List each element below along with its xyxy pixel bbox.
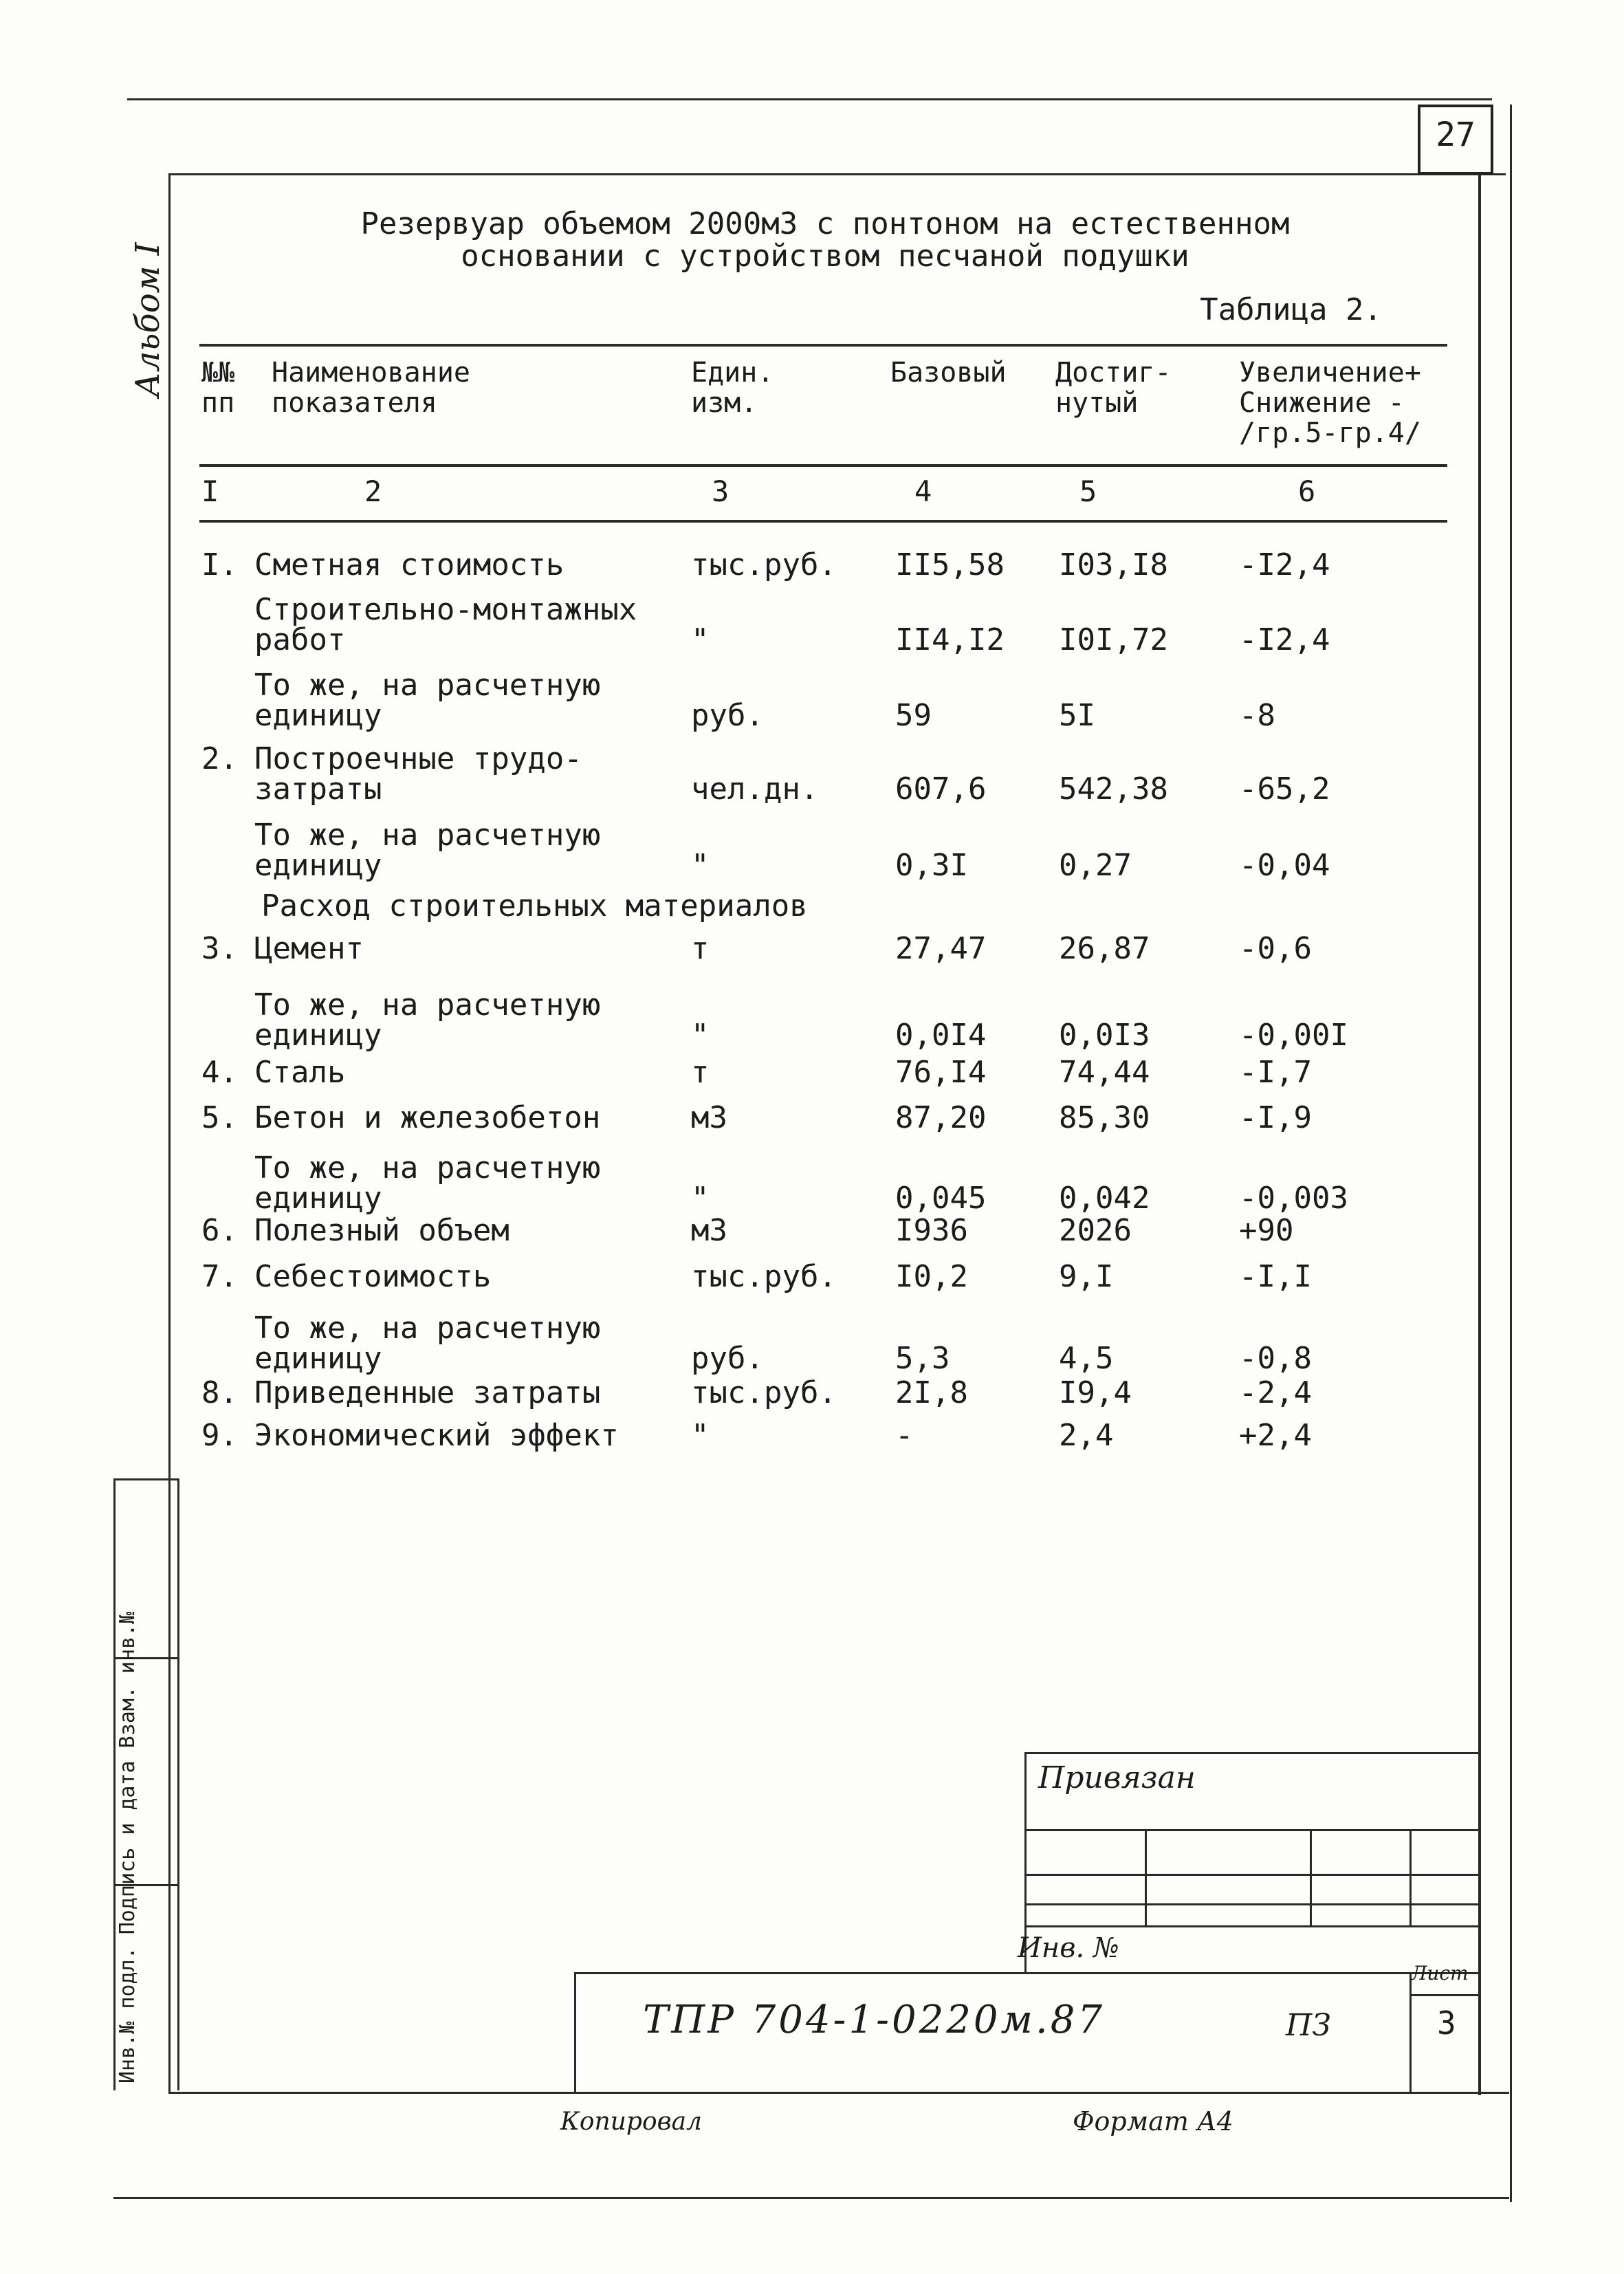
row-achieved-value: 9,I [1059, 1259, 1114, 1294]
row-number: 7. [201, 1259, 238, 1294]
margin-strip-top [113, 1478, 179, 1480]
row-delta-value: -I2,4 [1239, 622, 1330, 657]
document-title-line1: Резервуар объемом 2000м3 с понтоном на естественном [360, 206, 1290, 241]
row-unit: руб. [691, 1341, 764, 1376]
header-base: Базовый [890, 357, 1007, 389]
row-unit: м3 [691, 1100, 727, 1135]
row-base-value: II5,58 [895, 547, 1005, 582]
row-name: То же, на расчетную [254, 818, 601, 853]
column-number-4: 4 [914, 474, 932, 508]
row-delta-value: -65,2 [1239, 772, 1330, 807]
row-name-continued: затраты [254, 772, 382, 807]
margin-strip-right [177, 1478, 179, 2090]
row-name: Расход строительных материалов [261, 888, 808, 923]
row-name: То же, на расчетную [254, 1150, 601, 1185]
row-base-value: 0,045 [895, 1181, 987, 1216]
stamp-privyazan: Привязан [1038, 1760, 1196, 1795]
row-unit: " [691, 1018, 710, 1053]
top-rule [127, 98, 1492, 100]
row-base-value: - [895, 1418, 914, 1453]
row-unit: чел.дн. [691, 772, 819, 807]
row-delta-value: -I,7 [1239, 1055, 1312, 1090]
row-name: Цемент [254, 931, 364, 966]
row-achieved-value: 2026 [1059, 1213, 1132, 1248]
row-achieved-value: 74,44 [1059, 1055, 1150, 1090]
document-title-line2: основании с устройством песчаной подушки [461, 239, 1189, 274]
row-base-value: 27,47 [895, 931, 987, 966]
header-bottom-rule [199, 464, 1447, 467]
row-number: 2. [201, 741, 238, 776]
row-number: 8. [201, 1375, 238, 1410]
frame-right-outer [1510, 105, 1512, 2202]
header-name-2: показателя [272, 387, 437, 419]
row-base-value: 76,I4 [895, 1055, 987, 1090]
row-achieved-value: 2,4 [1059, 1418, 1114, 1453]
title-block-top [574, 1972, 1478, 1974]
row-delta-value: -0,00I [1239, 1018, 1348, 1053]
row-base-value: 2I,8 [895, 1375, 968, 1410]
row-achieved-value: 542,38 [1059, 772, 1168, 807]
row-number: 4. [201, 1055, 238, 1090]
table-top-rule [199, 344, 1447, 347]
row-unit: " [691, 1418, 710, 1453]
row-achieved-value: 0,042 [1059, 1181, 1150, 1216]
row-name-continued: единицу [254, 698, 382, 733]
row-achieved-value: 4,5 [1059, 1341, 1114, 1376]
row-delta-value: -I,9 [1239, 1100, 1312, 1135]
row-name-continued: единицу [254, 848, 382, 883]
stamp-inventory-number: Инв. № [1018, 1932, 1119, 1964]
colnum-bottom-rule [199, 520, 1447, 523]
row-delta-value: -8 [1239, 698, 1275, 733]
row-base-value: I0,2 [895, 1259, 968, 1294]
frame-right [1478, 173, 1481, 2095]
margin-stamp-text: Инв.№ подл. Подпись и дата Взам. инв.№ [116, 1611, 140, 2084]
row-unit: " [691, 1181, 710, 1216]
stamp-document-code: ТПР 704-1-0220м.87 [643, 1998, 1106, 2042]
row-name: Полезный объем [254, 1213, 509, 1248]
row-delta-value: -I2,4 [1239, 547, 1330, 582]
row-unit: т [691, 931, 710, 966]
album-label: Альбом I [129, 242, 167, 397]
header-name-1: Наименование [272, 357, 470, 389]
stamp-sheet-number: 3 [1437, 2004, 1456, 2042]
row-base-value: I936 [895, 1213, 968, 1248]
header-unit-1: Един. [691, 357, 774, 389]
row-name: То же, на расчетную [254, 668, 601, 703]
header-no-1: №№ [201, 357, 235, 389]
row-delta-value: -0,04 [1239, 848, 1330, 883]
row-name: Построечные трудо- [254, 741, 582, 776]
row-name: Строительно-монтажных [254, 592, 637, 627]
stamp-grid-row4 [1024, 1925, 1478, 1927]
row-number: I. [201, 547, 238, 582]
column-number-6: 6 [1298, 474, 1316, 508]
row-achieved-value: I9,4 [1059, 1375, 1132, 1410]
row-delta-value: -I,I [1239, 1259, 1312, 1294]
row-base-value: 59 [895, 698, 932, 733]
column-number-5: 5 [1079, 474, 1097, 508]
row-number: 5. [201, 1100, 238, 1135]
row-number: 6. [201, 1213, 238, 1248]
row-delta-value: -2,4 [1239, 1375, 1312, 1410]
title-block-left [574, 1972, 576, 2094]
row-unit: тыс.руб. [691, 1259, 837, 1294]
header-achieved-2: нутый [1055, 387, 1139, 419]
header-achieved-1: Достиг- [1055, 357, 1172, 389]
row-number: 3. [201, 931, 238, 966]
row-base-value: 0,0I4 [895, 1018, 987, 1053]
row-base-value: II4,I2 [895, 622, 1005, 657]
header-change-2: Снижение - [1239, 387, 1405, 419]
row-name-continued: единицу [254, 1018, 382, 1053]
row-name: Приведенные затраты [254, 1375, 601, 1410]
stamp-box-top [1024, 1752, 1478, 1754]
frame-bottom [168, 2092, 1509, 2094]
stamp-list-label: Лист [1411, 1962, 1469, 1985]
row-achieved-value: I03,I8 [1059, 547, 1168, 582]
row-unit: " [691, 622, 710, 657]
column-number-3: 3 [712, 474, 729, 508]
row-name: Сталь [254, 1055, 346, 1090]
row-unit: руб. [691, 698, 764, 733]
frame-top [168, 173, 1506, 175]
row-unit: тыс.руб. [691, 547, 837, 582]
stamp-grid-col2 [1310, 1829, 1312, 1925]
row-base-value: 607,6 [895, 772, 987, 807]
row-name: Сметная стоимость [254, 547, 564, 582]
row-achieved-value: 5I [1059, 698, 1095, 733]
stamp-grid-col3 [1409, 1829, 1412, 1925]
sheet-box-mid [1409, 1994, 1478, 1996]
column-number-2: 2 [364, 474, 382, 508]
row-achieved-value: 0,27 [1059, 848, 1132, 883]
row-achieved-value: I0I,72 [1059, 622, 1168, 657]
row-unit: т [691, 1055, 710, 1090]
row-delta-value: -0,6 [1239, 931, 1312, 966]
row-name-continued: единицу [254, 1181, 382, 1216]
row-name: То же, на расчетную [254, 1311, 601, 1346]
header-unit-2: изм. [691, 387, 758, 419]
page-number: 27 [1436, 116, 1475, 154]
stamp-grid-col1 [1145, 1829, 1147, 1925]
row-delta-value: -0,8 [1239, 1341, 1312, 1376]
row-name: То же, на расчетную [254, 987, 601, 1023]
row-base-value: 0,3I [895, 848, 968, 883]
row-unit: тыс.руб. [691, 1375, 837, 1410]
bottom-rule [113, 2197, 1509, 2199]
row-base-value: 87,20 [895, 1100, 987, 1135]
stamp-stage: ПЗ [1286, 2008, 1331, 2043]
row-unit: " [691, 848, 710, 883]
sheet-box-left [1409, 1972, 1412, 2094]
row-delta-value: +90 [1239, 1213, 1294, 1248]
copied-by: Копировал [560, 2108, 702, 2136]
header-no-2: пп [201, 387, 235, 419]
row-delta-value: -0,003 [1239, 1181, 1348, 1216]
column-number-1: I [201, 474, 219, 508]
row-name: Бетон и железобетон [254, 1100, 601, 1135]
row-name: Себестоимость [254, 1259, 492, 1294]
row-name: Экономический эффект [254, 1418, 619, 1453]
header-change-1: Увеличение+ [1239, 357, 1421, 389]
header-change-3: /гр.5-гр.4/ [1239, 417, 1421, 449]
row-name-continued: единицу [254, 1341, 382, 1376]
frame-left [168, 173, 171, 2092]
row-achieved-value: 85,30 [1059, 1100, 1150, 1135]
row-delta-value: +2,4 [1239, 1418, 1312, 1453]
paper-format: Формат А4 [1073, 2106, 1233, 2136]
row-number: 9. [201, 1418, 238, 1453]
row-achieved-value: 26,87 [1059, 931, 1150, 966]
row-achieved-value: 0,0I3 [1059, 1018, 1150, 1053]
row-unit: м3 [691, 1213, 727, 1248]
row-base-value: 5,3 [895, 1341, 950, 1376]
table-caption: Таблица 2. [1200, 292, 1382, 327]
row-name-continued: работ [254, 622, 346, 657]
